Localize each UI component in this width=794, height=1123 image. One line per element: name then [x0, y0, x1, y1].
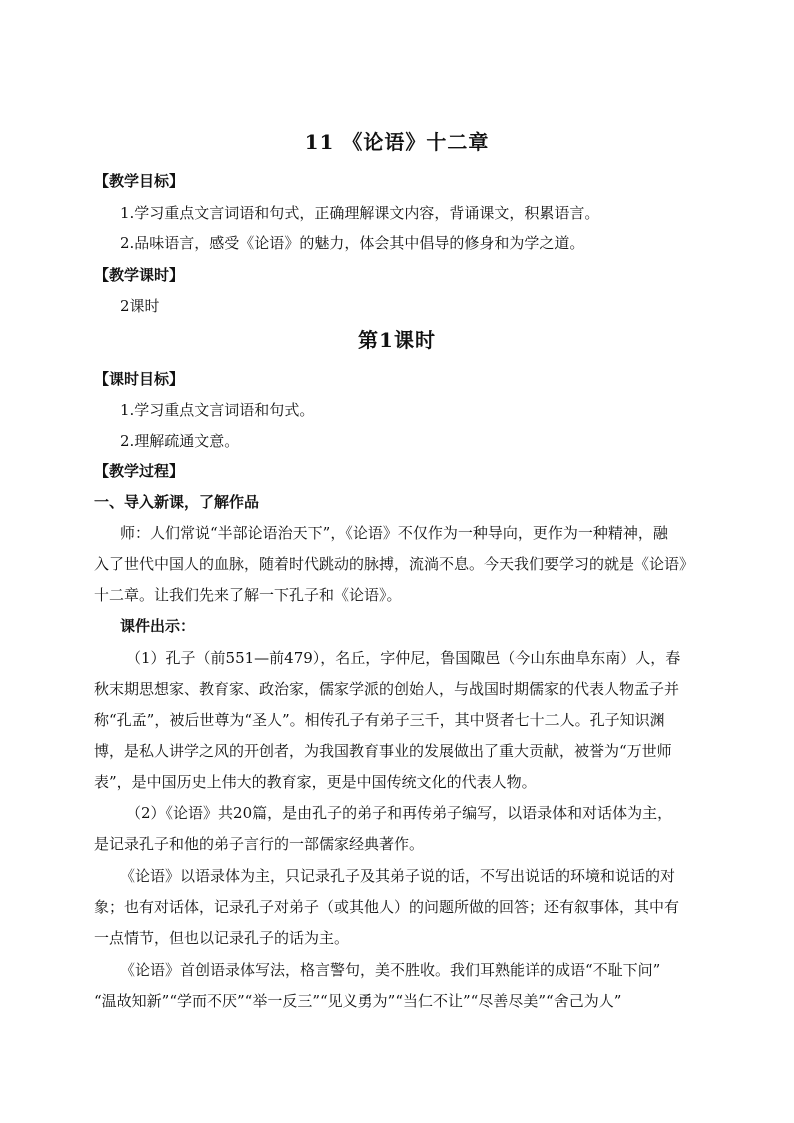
p2-line-1: （2）《论语》共20篇，是由孔子的弟子和再传弟子编写，以语录体和对话体为主，	[126, 804, 673, 822]
intro-line-1: 师：人们常说“半部论语治天下”，《论语》不仅作为一种导向，更作为一种精神，融	[120, 524, 668, 542]
process-heading: 【教学过程】	[94, 462, 185, 480]
p3-line-2: 象；也有对话体，记录孔子对弟子（或其他人）的问题所做的回答；还有叙事体，其中有	[94, 898, 680, 916]
p2-line-2: 是记录孔子和他的弟子言行的一部儒家经典著作。	[94, 835, 425, 853]
p3-line-3: 一点情节，但也以记录孔子的话为主。	[94, 929, 350, 947]
p1-line-3: 称“孔孟”，被后世尊为“圣人”。相传孔子有弟子三千，其中贤者七十二人。孔子知识渊	[94, 711, 665, 729]
lesson-goals-heading: 【课时目标】	[94, 370, 185, 388]
p4-line-1: 《论语》首创语录体写法，格言警句，美不胜收。我们耳熟能详的成语“不耻下问”	[120, 961, 661, 979]
p1-line-1: （1）孔子（前551—前479），名丘，字仲尼，鲁国陬邑（今山东曲阜东南）人，春	[126, 649, 681, 667]
courseware-label: 课件出示：	[120, 617, 196, 635]
doc-title: 11 《论语》十二章	[304, 130, 490, 154]
p1-line-2: 秋末期思想家、教育家、政治家，儒家学派的创始人，与战国时期儒家的代表人物孟子并	[94, 680, 680, 698]
intro-line-3: 十二章。让我们先来了解一下孔子和《论语》。	[94, 586, 402, 604]
p1-line-4: 博，是私人讲学之风的开创者，为我国教育事业的发展做出了重大贡献，被誉为“万世师	[94, 742, 672, 760]
lesson-title: 第1课时	[358, 328, 436, 352]
hours-heading: 【教学课时】	[94, 266, 185, 284]
p1-line-5: 表”，是中国历史上伟大的教育家，更是中国传统文化的代表人物。	[94, 773, 537, 791]
section-heading-1: 一、导入新课，了解作品	[94, 493, 260, 511]
hours-value: 2课时	[120, 297, 160, 315]
intro-line-2: 入了世代中国人的血脉，随着时代跳动的脉搏，流淌不息。今天我们要学习的就是《论语》	[94, 555, 695, 573]
lesson-goal-1: 1.学习重点文言词语和句式。	[120, 401, 315, 419]
p4-line-2: “温故知新”“学而不厌”“举一反三”“见义勇为”“当仁不让”“尽善尽美”“舍己为人”	[94, 992, 622, 1010]
p3-line-1: 《论语》以语录体为主，只记录孔子及其弟子说的话，不写出说话的环境和说话的对	[120, 867, 676, 885]
goals-heading: 【教学目标】	[94, 172, 185, 190]
goal-1: 1.学习重点文言词语和句式，正确理解课文内容，背诵课文，积累语言。	[120, 204, 600, 222]
lesson-goal-2: 2.理解疏通文意。	[120, 432, 240, 450]
goal-2: 2.品味语言，感受《论语》的魅力，体会其中倡导的修身和为学之道。	[120, 234, 585, 252]
